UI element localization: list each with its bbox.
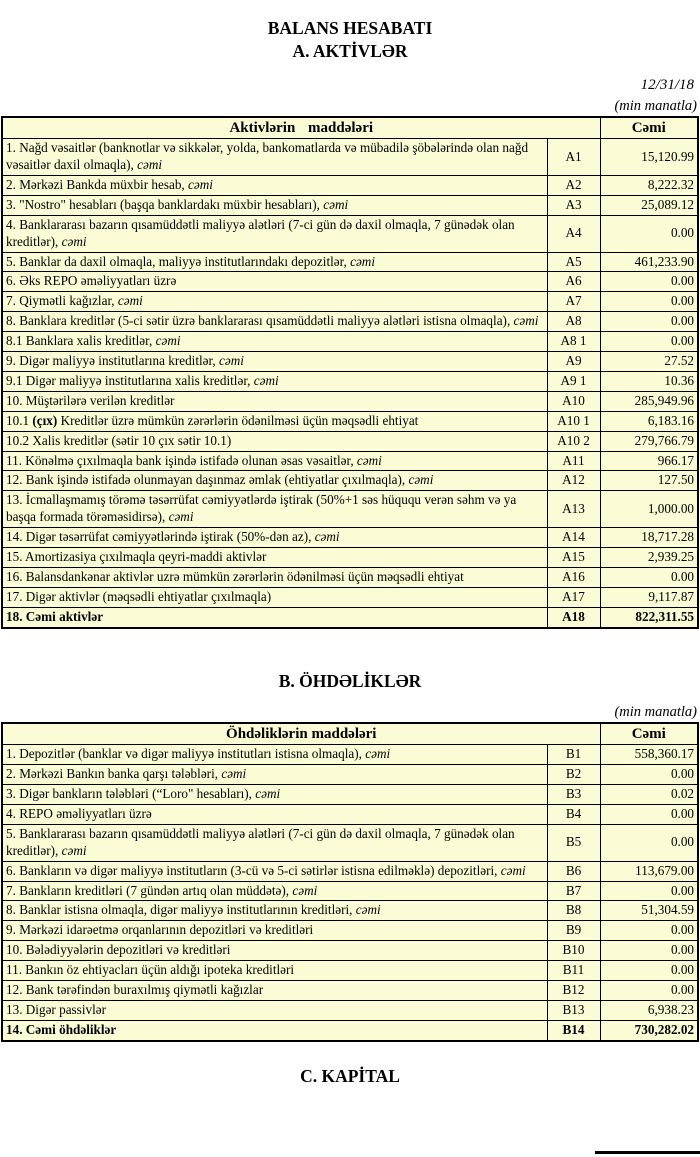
row-value: 0.00: [600, 332, 698, 352]
row-label-suffix: cəmi: [188, 177, 213, 193]
row-label: 8.1 Banklara xalis kreditlər,: [6, 333, 156, 349]
row-value: 0.00: [600, 215, 698, 252]
row-value: 461,233.90: [600, 252, 698, 272]
row-value: 127.50: [600, 471, 698, 491]
row-label-suffix: cəmi: [356, 452, 382, 468]
row-label: 2. Mərkəzi Bankda müxbir hesab,: [6, 177, 189, 193]
table-row: [2, 921, 698, 941]
row-value: 558,360.17: [600, 745, 698, 765]
row-label-cell: [2, 332, 547, 352]
table-row: [2, 391, 698, 411]
row-label-cell: [2, 941, 547, 961]
unit-note-assets: (min manatla): [614, 97, 697, 114]
assets-header-label: Aktivlərin maddələri: [2, 117, 600, 139]
row-value: 822,311.55: [600, 607, 698, 627]
row-label: 5. Banklararası bazarın qısamüddətli maliyyə alətləri (7-ci gün də daxil olmaqla, 7 günədək olan kreditlər),: [6, 825, 515, 858]
table-row: [2, 332, 698, 352]
table-row: [2, 861, 698, 881]
row-code: B8: [547, 901, 600, 921]
row-value: 6,183.16: [600, 411, 698, 431]
row-label: 18. Cəmi aktivlər: [6, 608, 104, 624]
row-code: B5: [547, 824, 600, 861]
assets-table-body: [2, 139, 698, 628]
row-value: 1,000.00: [600, 491, 698, 528]
row-label: 11. Bankın öz ehtiyacları üçün aldığı ipoteka kreditləri: [6, 962, 295, 978]
table-row: [2, 352, 698, 372]
row-label-suffix: cəmi: [350, 253, 375, 269]
row-code: A14: [547, 528, 600, 548]
row-value: 0.00: [600, 312, 698, 332]
row-label-cell: [2, 195, 547, 215]
row-label: 6. Bankların və digər maliyyə institutların (3-cü və 5-ci sətirlər istisna edilməklə) depozitləri,: [6, 862, 501, 878]
row-label: 9.1 Digər maliyyə institutlarına xalis kreditlər,: [6, 372, 254, 388]
liabilities-table-header: [2, 723, 698, 745]
row-label: 17. Digər aktivlər (məqsədli ehtiyatlar çıxılmaqla): [6, 588, 272, 604]
row-label-cell: [2, 785, 547, 805]
table-row: [2, 139, 698, 176]
row-label: 10.2 Xalis kreditlər (sətir 10 çıx sətir 10.1): [6, 432, 232, 448]
row-code: A7: [547, 292, 600, 312]
table-row: [2, 371, 698, 391]
table-row: [2, 587, 698, 607]
row-value: 0.00: [600, 941, 698, 961]
row-code: B13: [547, 1000, 600, 1020]
table-row: [2, 292, 698, 312]
table-row: [2, 252, 698, 272]
row-value: 27.52: [600, 352, 698, 372]
row-label-cell: [2, 961, 547, 981]
row-code: A3: [547, 195, 600, 215]
row-code: A10: [547, 391, 600, 411]
row-value: 2,939.25: [600, 547, 698, 567]
row-label: 8. Banklara kreditlər (5-ci sətir üzrə banklararası qısamüddətli maliyyə alətləri istisna olmaqla),: [6, 313, 514, 329]
liabilities-table-body: [2, 745, 698, 1041]
row-label-cell: [2, 411, 547, 431]
table-row: [2, 491, 698, 528]
row-value: 285,949.96: [600, 391, 698, 411]
row-value: 10.36: [600, 371, 698, 391]
section-b-title: B. ÖHDƏLİKLƏR: [278, 670, 422, 691]
row-code: A12: [547, 471, 600, 491]
row-label-suffix: cəmi: [355, 902, 381, 918]
row-code: A15: [547, 547, 600, 567]
report-title: BALANS HESABATI: [267, 18, 433, 38]
row-label-suffix: cəmi: [500, 862, 526, 878]
table-row: [2, 1020, 698, 1040]
table-row: [2, 1000, 698, 1020]
table-row: [2, 272, 698, 292]
table-row: [2, 195, 698, 215]
row-code: B7: [547, 881, 600, 901]
row-label: 14. Digər təsərrüfat cəmiyyətlərində iştirak (50%-dən az),: [6, 529, 315, 545]
row-label: 8. Banklar istisna olmaqla, digər maliyyə institutlarının kreditləri,: [6, 902, 356, 918]
section-c-title: C. KAPİTAL: [300, 1065, 400, 1086]
row-code: A1: [547, 139, 600, 176]
row-code: A16: [547, 567, 600, 587]
liabilities-header-label: Öhdəliklərin maddələri: [2, 723, 600, 745]
row-code: B4: [547, 804, 600, 824]
row-label: 10. Bələdiyyələrin depozitləri və kreditləri: [6, 942, 231, 958]
row-value: 8,222.32: [600, 176, 698, 196]
row-label-suffix: cəmi: [61, 233, 87, 249]
row-label: 12. Bank işində istifadə olunmayan daşınmaz əmlak (ehtiyatlar çıxılmaqla),: [6, 472, 409, 488]
table-row: [2, 567, 698, 587]
row-label: 16. Balansdankənar aktivlər uzrə mümkün zərərlərin ödənilməsi üçün məqsədli ehtiyat: [6, 568, 464, 584]
row-label: 10. Müştərilərə verilən kreditlər: [6, 392, 175, 408]
row-label: 9. Mərkəzi idarəetmə orqanlarının depozitləri və kreditləri: [6, 922, 314, 938]
row-label: 13. İcmallaşmamış törəmə təsərrüfat cəmiyyətlərdə iştirak (50%+1 səs hüququ verən səhm və ya başqa formada törəməsidirsə),: [6, 492, 517, 525]
row-code: B11: [547, 961, 600, 981]
row-value: 0.00: [600, 765, 698, 785]
row-label-suffix: cəmi: [365, 746, 391, 762]
row-value: 0.00: [600, 567, 698, 587]
row-label-cell: [2, 528, 547, 548]
row-value: 15,120.99: [600, 139, 698, 176]
row-label-cell: [2, 312, 547, 332]
row-value: 966.17: [600, 451, 698, 471]
row-label-suffix: cəmi: [168, 509, 194, 525]
row-code: A2: [547, 176, 600, 196]
row-value: 0.00: [600, 804, 698, 824]
row-value: 279,766.79: [600, 431, 698, 451]
row-value: 0.00: [600, 292, 698, 312]
liabilities-header-row: [2, 723, 698, 745]
row-label: 15. Amortizasiya çıxılmaqla qeyri-maddi aktivlər: [6, 548, 267, 564]
row-value: 113,679.00: [600, 861, 698, 881]
row-label-cell: [2, 371, 547, 391]
assets-table-header: [2, 117, 698, 139]
row-label: 9. Digər maliyyə institutlarına kreditlər,: [6, 353, 219, 369]
row-label-cell: [2, 881, 547, 901]
row-label-cell: [2, 804, 547, 824]
row-code: B14: [547, 1020, 600, 1040]
row-value: 51,304.59: [600, 901, 698, 921]
row-label-cell: [2, 352, 547, 372]
row-value: 0.00: [600, 921, 698, 941]
row-code: A8: [547, 312, 600, 332]
row-label-cell: [2, 391, 547, 411]
row-label-suffix: cəmi: [137, 157, 163, 173]
row-label-cell: [2, 980, 547, 1000]
row-label-suffix: cəmi: [155, 333, 181, 349]
row-value: 18,717.28: [600, 528, 698, 548]
row-value: 0.00: [600, 272, 698, 292]
row-label-cell: [2, 176, 547, 196]
row-value: 0.00: [600, 824, 698, 861]
table-row: [2, 451, 698, 471]
row-label-cell: [2, 824, 547, 861]
row-label: 3. Digər bankların tələbləri (“Loro" hesabları),: [6, 786, 256, 802]
row-label-suffix: cəmi: [117, 293, 143, 309]
row-label-cell: [2, 547, 547, 567]
row-label-cell: [2, 745, 547, 765]
row-label: 6. Əks REPO əməliyyatları üzrə: [6, 273, 177, 289]
row-code: B3: [547, 785, 600, 805]
table-row: [2, 785, 698, 805]
row-code: B12: [547, 980, 600, 1000]
row-label: 3. "Nostro" hesabları (başqa banklardakı müxbir hesabları),: [6, 196, 324, 212]
table-row: [2, 941, 698, 961]
row-label-bold: (çıx): [32, 412, 58, 428]
row-code: B6: [547, 861, 600, 881]
row-label-suffix: cəmi: [408, 472, 434, 488]
row-code: B9: [547, 921, 600, 941]
row-label-cell: [2, 861, 547, 881]
row-label: 4. REPO əməliyyatları üzrə: [6, 805, 152, 821]
row-code: A9 1: [547, 371, 600, 391]
row-label-rest: Kreditlər üzrə mümkün zərərlərin ödənilməsi üçün məqsədli ehtiyat: [57, 412, 419, 428]
row-label: 10.1: [6, 412, 33, 428]
row-code: A4: [547, 215, 600, 252]
row-label: 14. Cəmi öhdəliklər: [6, 1021, 117, 1037]
row-label-cell: [2, 607, 547, 627]
next-table-top-border: [595, 1151, 700, 1154]
row-code: B1: [547, 745, 600, 765]
row-value: 0.00: [600, 881, 698, 901]
row-label-cell: [2, 1020, 547, 1040]
row-label-cell: [2, 139, 547, 176]
row-label-suffix: cəmi: [323, 196, 349, 212]
row-value: 730,282.02: [600, 1020, 698, 1040]
row-code: A9: [547, 352, 600, 372]
row-label-cell: [2, 215, 547, 252]
row-code: A17: [547, 587, 600, 607]
row-label: 1. Nağd vəsaitlər (banknotlar və sikkələr, yolda, bankomatlarda və mübadilə şöbələrində olan nağd vəsaitlər daxil olmaqla),: [6, 140, 529, 173]
row-label-suffix: cəmi: [61, 842, 87, 858]
row-label-cell: [2, 491, 547, 528]
table-row: [2, 607, 698, 627]
row-label-cell: [2, 567, 547, 587]
table-row: [2, 215, 698, 252]
table-row: [2, 745, 698, 765]
row-code: B2: [547, 765, 600, 785]
row-label-suffix: cəmi: [292, 882, 318, 898]
liabilities-header-value: Cəmi: [600, 723, 698, 745]
row-label: 7. Bankların kreditləri (7 gündən artıq olan müddətə),: [6, 882, 293, 898]
row-label-cell: [2, 451, 547, 471]
unit-note-liabilities: (min manatla): [614, 703, 697, 720]
table-row: [2, 901, 698, 921]
assets-table: [1, 116, 699, 629]
row-label-suffix: cəmi: [513, 313, 539, 329]
liabilities-table: [1, 722, 699, 1042]
row-label: 1. Depozitlər (banklar və digər maliyyə institutları istisna olmaqla),: [6, 746, 366, 762]
row-code: B10: [547, 941, 600, 961]
table-row: [2, 547, 698, 567]
table-row: [2, 176, 698, 196]
table-row: [2, 881, 698, 901]
assets-header-value: Cəmi: [600, 117, 698, 139]
row-label: 11. Könəlmə çıxılmaqla bank işində istifadə olunan əsas vəsaitlər,: [6, 452, 357, 468]
table-row: [2, 471, 698, 491]
table-row: [2, 431, 698, 451]
row-label-cell: [2, 901, 547, 921]
row-code: A8 1: [547, 332, 600, 352]
row-value: 0.00: [600, 980, 698, 1000]
row-value: 0.02: [600, 785, 698, 805]
row-code: A11: [547, 451, 600, 471]
row-label-suffix: cəmi: [314, 529, 340, 545]
row-label-suffix: cəmi: [253, 372, 279, 388]
row-code: A6: [547, 272, 600, 292]
assets-header-row: [2, 117, 698, 139]
row-label-cell: [2, 1000, 547, 1020]
row-code: A18: [547, 607, 600, 627]
row-value: 0.00: [600, 961, 698, 981]
row-label-cell: [2, 587, 547, 607]
report-date: 12/31/18: [640, 76, 694, 93]
row-value: 25,089.12: [600, 195, 698, 215]
row-label: 4. Banklararası bazarın qısamüddətli maliyyə alətləri (7-ci gün də daxil olmaqla, 7 günədək olan kreditlər),: [6, 216, 515, 249]
row-code: A10 1: [547, 411, 600, 431]
row-label-cell: [2, 471, 547, 491]
row-label: 5. Banklar da daxil olmaqla, maliyyə institutlarındakı depozitlər,: [6, 253, 351, 269]
row-label: 13. Digər passivlər: [6, 1001, 106, 1017]
row-label-cell: [2, 765, 547, 785]
section-a-title: A. AKTİVLƏR: [292, 40, 408, 61]
table-row: [2, 980, 698, 1000]
row-label-cell: [2, 272, 547, 292]
row-value: 6,938.23: [600, 1000, 698, 1020]
table-row: [2, 824, 698, 861]
row-code: A5: [547, 252, 600, 272]
row-label: 2. Mərkəzi Bankın banka qarşı tələbləri,: [6, 766, 222, 782]
row-label-suffix: cəmi: [218, 353, 244, 369]
row-code: A13: [547, 491, 600, 528]
row-label: 12. Bank tərəfindən buraxılmış qiymətli kağızlar: [6, 981, 264, 997]
table-row: [2, 804, 698, 824]
table-row: [2, 411, 698, 431]
table-row: [2, 961, 698, 981]
table-row: [2, 765, 698, 785]
row-label-cell: [2, 431, 547, 451]
row-label-suffix: cəmi: [255, 786, 281, 802]
table-row: [2, 528, 698, 548]
row-value: 9,117.87: [600, 587, 698, 607]
row-label-cell: [2, 252, 547, 272]
row-label: 7. Qiymətli kağızlar,: [6, 293, 118, 309]
table-row: [2, 312, 698, 332]
row-code: A10 2: [547, 431, 600, 451]
row-label-cell: [2, 292, 547, 312]
row-label-suffix: cəmi: [221, 766, 247, 782]
row-label-cell: [2, 921, 547, 941]
